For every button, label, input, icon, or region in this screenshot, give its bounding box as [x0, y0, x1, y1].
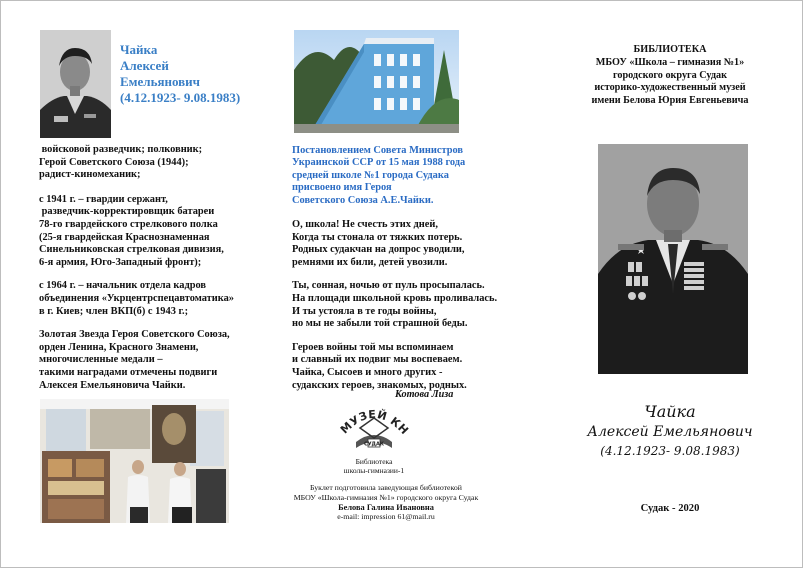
logo-arc-text: МУЗЕЙ КН: [337, 407, 412, 438]
credits-line: МБОУ «Школа-гимназия №1» городского округа Судак: [293, 492, 479, 502]
book-museum-emblem-icon: [334, 398, 414, 452]
bio-text: [39, 144, 239, 392]
hero-first-name: Алексей: [120, 58, 169, 73]
bio-line: войсковой разведчик; полковник;: [39, 144, 203, 155]
bio-line: такими наградами отмечены подвиги: [39, 366, 218, 378]
poem-line: судакских героев, знакомых, родных.: [292, 379, 467, 391]
poem-line: ремнями их били, детей увозили.: [292, 256, 448, 268]
bio-line: Алексея Емельяновича Чайки.: [39, 379, 186, 391]
poem-line: но мы не забыли той страшной беды.: [292, 318, 468, 330]
bio-line: 78-го гвардейского стрелкового полка: [39, 218, 218, 230]
library-line: историко-художественный музей: [594, 82, 746, 94]
poem: [292, 219, 502, 392]
credits-author: Белова Галина Ивановна: [338, 502, 434, 512]
bio-line: в г. Киев; член ВКП(б) с 1943 г.;: [39, 305, 189, 317]
bio-line: (25-я гвардейская Краснознаменная: [39, 231, 210, 243]
bio-line: Герой Советского Союза (1944);: [39, 156, 189, 168]
hero-surname: Чайка: [120, 42, 158, 57]
decree-line: Украинской ССР от 15 мая 1988 года: [292, 157, 466, 169]
bio-line: радист-киномеханик;: [39, 169, 141, 181]
bio-line: разведчик-корректировщик батареи: [39, 206, 215, 218]
bio-line: орден Ленина, Красного Знамени,: [39, 341, 199, 353]
bio-line: многочисленные медали –: [39, 354, 163, 366]
logo-caption-line: школы-гимназии-1: [343, 466, 405, 475]
script-full-name: Алексей Емельянович: [587, 424, 753, 440]
poem-line: Ты, сонная, ночью от пуль просыпалась.: [292, 280, 485, 292]
poem-line: На площади школьной кровь проливалась.: [292, 292, 498, 304]
decree-line: средней школе №1 города Судака: [292, 169, 449, 181]
library-line: городского округа Судак: [613, 69, 727, 81]
logo-caption: [334, 457, 414, 475]
poem-line: Когда ты стонала от тяжких потерь.: [292, 231, 463, 243]
script-surname: Чайка: [644, 402, 696, 421]
museum-event-photo: [40, 399, 229, 523]
portrait-photo-colonel: [598, 144, 748, 374]
svg-text:МУЗЕЙ КНИГИ: [334, 398, 411, 437]
hero-patronymic: Емельянович: [120, 74, 201, 89]
poem-line: О, школа! Не счесть этих дней,: [292, 219, 438, 230]
decree-line: Постановлением Совета Министров: [292, 145, 464, 156]
library-header: [565, 44, 775, 108]
poem-line: и славный их подвиг мы воспеваем.: [292, 354, 463, 366]
library-line: имени Белова Юрия Евгеньевича: [591, 95, 749, 107]
bio-line: с 1941 г. – гвардии сержант,: [39, 193, 168, 205]
credits-line: Буклет подготовила заведующая библиотекой: [310, 483, 462, 492]
script-dates: (4.12.1923- 9.08.1983): [600, 444, 740, 458]
decree-line: присвоено имя Героя: [292, 182, 392, 194]
portrait-photo-young: [40, 30, 111, 138]
credits-email: e-mail: impression 61@mail.ru: [337, 512, 435, 522]
museum-logo: [334, 398, 414, 475]
poem-line: Родных судакчан на допрос уводили,: [292, 244, 465, 256]
library-title: БИБЛИОТЕКА: [633, 44, 707, 55]
bio-line: Синельниковская стрелковая дивизия,: [39, 244, 224, 256]
hero-dates: (4.12.1923- 9.08.1983): [120, 90, 241, 105]
city-year: Судак - 2020: [640, 503, 700, 514]
bio-line: с 1964 г. – начальник отдела кадров: [39, 280, 207, 292]
poem-author: Котова Лиза: [395, 389, 454, 400]
bio-line: 6-я армия, Юго-Западный фронт);: [39, 256, 202, 268]
bio-line: объединения «Укрцентрспецавтоматика»: [39, 292, 234, 304]
decree-line: Советского Союза А.Е.Чайки.: [292, 194, 434, 206]
poem-line: И ты устояла в те годы войны,: [292, 305, 437, 317]
school-building-photo: [294, 30, 459, 133]
poem-line: Героев войны той мы вспоминаем: [292, 341, 454, 353]
logo-caption-line: Библиотека: [355, 457, 393, 466]
poem-line: Чайка, Сысоев и много других -: [292, 366, 443, 378]
booklet-credits: [268, 483, 504, 522]
logo-sign-text: СУДАК: [364, 441, 384, 448]
bio-line: Золотая Звезда Героя Советского Союза,: [39, 329, 230, 341]
library-line: МБОУ «Школа – гимназия №1»: [595, 56, 745, 68]
hero-name-script: [570, 402, 770, 460]
